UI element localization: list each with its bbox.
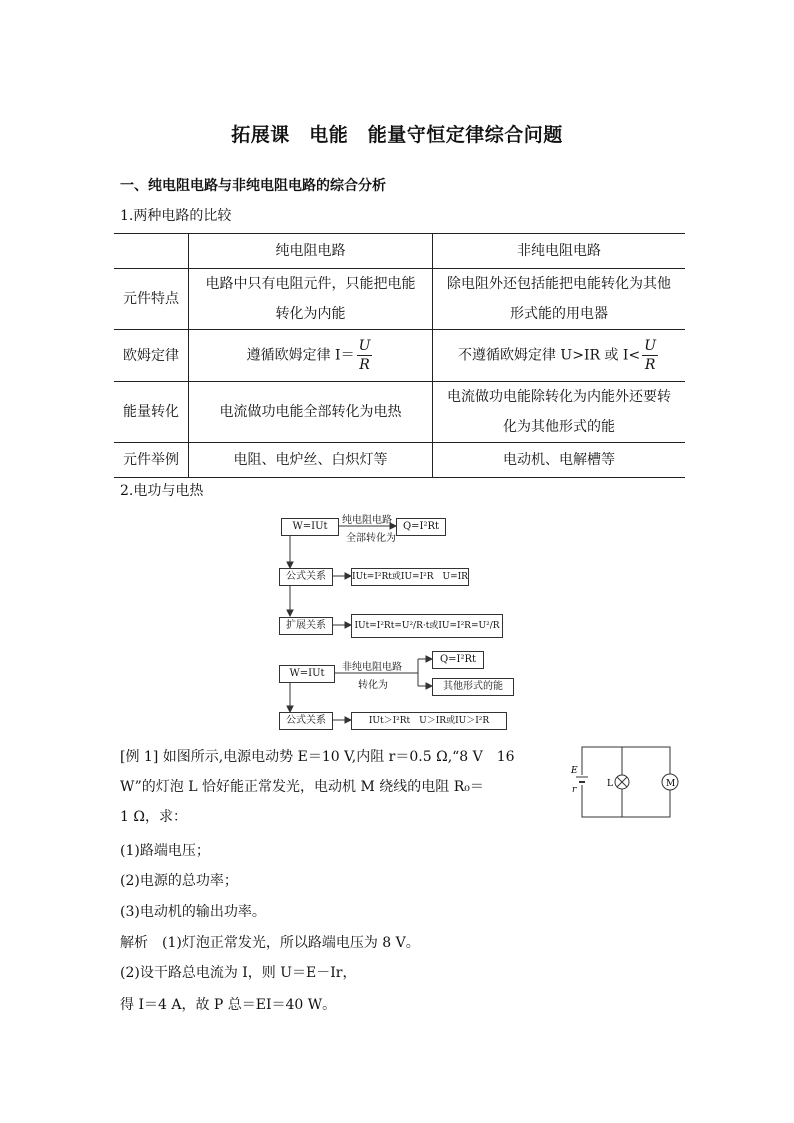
formula-relation-box-2: 公式关系 [279, 712, 333, 730]
answer-3: 得 I＝4 A，故 P 总＝EI＝40 W。 [120, 997, 337, 1013]
subheading-work-heat: 2.电功与电热 [120, 483, 204, 499]
formula-relation-box: 公式关系 [279, 568, 333, 586]
w-iut-box: W=IUt [281, 518, 339, 536]
fraction-denominator: R [644, 357, 656, 373]
formula-1-box: IUt=I²Rt或IU=I²R U=IR [351, 568, 469, 586]
converted-label: 转化为 [358, 680, 388, 691]
question-2: (2)电源的总功率； [120, 873, 238, 889]
row-label: 欧姆定律 [114, 330, 189, 382]
example-line-2: W”的灯泡 L 恰好能正常发光，电动机 M 绕线的电阻 R₀＝ [120, 779, 484, 795]
subheading-comparison: 1.两种电路的比较 [120, 208, 232, 224]
row-label: 元件举例 [114, 443, 189, 478]
section-heading: 一、纯电阻电路与非纯电阻电路的综合分析 [120, 178, 386, 194]
table-cell: 电流做功电能除转化为内能外还要转化为其他形式的能 [433, 382, 686, 443]
ohm-pure-text: 遵循欧姆定律 I＝ [246, 347, 355, 364]
table-cell: 电动机、电解槽等 [433, 443, 686, 478]
expand-relation-box: 扩展关系 [279, 617, 333, 635]
fraction-denominator: R [359, 357, 370, 373]
table-header-cell: 非纯电阻电路 [433, 234, 686, 269]
answer-2: (2)设干路总电流为 I，则 U＝E－Ir， [120, 965, 357, 981]
other-energy-box: 其他形式的能 [432, 678, 514, 696]
all-converted-label: 全部转化为 [346, 533, 396, 544]
expand-formula-box: IUt=I²Rt=U²/R·t或IU=I²R=U²/R [351, 614, 503, 638]
motor-label: M [666, 779, 676, 789]
ohm-nonpure-text: 不遵循欧姆定律 U>IR 或 I< [457, 347, 641, 364]
page-title: 拓展课 电能 能量守恒定律综合问题 [231, 124, 563, 146]
table-cell: 电路中只有电阻元件，只能把电能转化为内能 [189, 269, 433, 330]
row-label: 元件特点 [114, 269, 189, 330]
table-cell: 除电阻外还包括能把电能转化为其他形式能的用电器 [433, 269, 686, 330]
example-line-3: 1 Ω，求： [120, 809, 187, 825]
circuit-diagram [570, 742, 680, 822]
pure-circuit-label: 纯电阻电路 [342, 515, 392, 526]
formula-2-box: IUt＞I²Rt U＞IR或IU＞I²R [351, 712, 507, 730]
table-cell: 电阻、电炉丝、白炽灯等 [189, 443, 433, 478]
question-1: (1)路端电压； [120, 843, 210, 859]
q-box: Q=I²Rt [396, 518, 446, 536]
lamp-label: L [607, 779, 613, 789]
fraction-numerator: U [644, 338, 657, 354]
example-line-1: [例 1] 如图所示,电源电动势 E＝10 V,内阻 r＝0.5 Ω,“8 V 16 [120, 749, 515, 765]
non-pure-circuit-label: 非纯电阻电路 [342, 662, 402, 673]
answer-1: 解析 (1)灯泡正常发光，所以路端电压为 8 V。 [120, 935, 420, 951]
internal-resistance-label: r [572, 785, 577, 795]
table-cell: 电流做功电能全部转化为电热 [189, 382, 433, 443]
w-iut-box-2: W=IUt [279, 665, 335, 683]
question-3: (3)电动机的输出功率。 [120, 904, 266, 920]
fraction-numerator: U [358, 338, 371, 354]
q-box-2: Q=I²Rt [432, 651, 484, 669]
table-header-cell: 纯电阻电路 [189, 234, 433, 269]
emf-label: E [571, 766, 578, 776]
row-label: 能量转化 [114, 382, 189, 443]
